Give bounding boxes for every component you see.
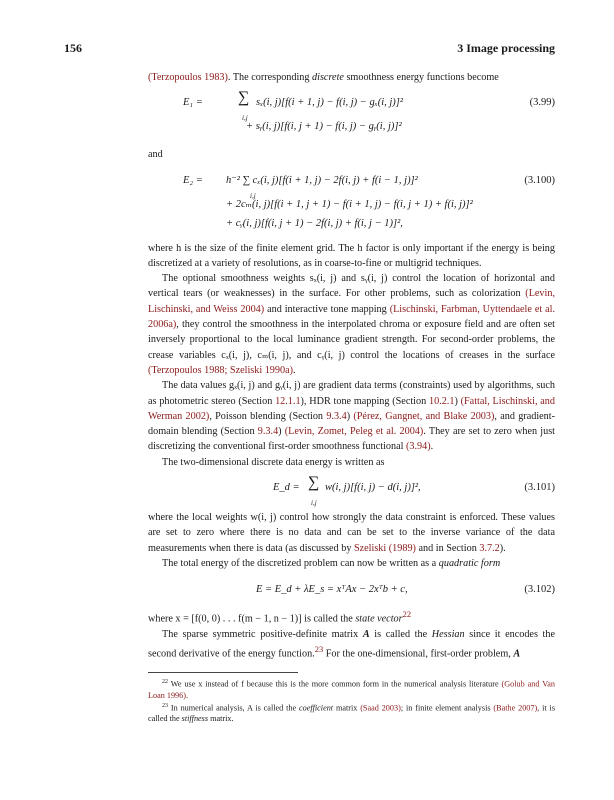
running-header [64,41,555,56]
footnote-divider [148,672,298,673]
paragraph-1: (Terzopoulos 1983). The corresponding discrete smoothness energy functions become [148,72,499,83]
citation-link[interactable]: (Fattal, Lischinski, and Werman 2002) [148,395,555,422]
equation-line-1: sₓ(i, j)[f(i + 1, j) − f(i, j) − gₓ(i, j)]² [256,97,404,109]
equation-3-100 [148,163,555,239]
equation-line-2: + sᵧ(i, j)[f(i, j + 1) − f(i, j) − gᵧ(i, j)]² [246,121,402,133]
equation-number: (3.101) [524,482,555,494]
footnote-link[interactable]: 22 [402,609,412,620]
equation-number: (3.100) [524,174,555,186]
equation-number: (3.102) [524,584,555,596]
equation-3-99 [148,85,555,139]
sum-subscript: i,j [311,499,317,508]
footnote-22: $^{22}$ We use x instead of f because this is the more common form in the numerical analysis literature (Golub and Van Loan 1996). [148,678,555,700]
paragraph-7: The total energy of the discretized problem can now be written as a quadratic form [162,557,501,569]
equation-line-2: + 2cₘ(i, j)[f(i + 1, j + 1) − f(i + 1, j) − f(i, j + 1) + f(i, j)]² [226,198,473,210]
paragraph-3: The optional smoothness weights sₓ(i, j) and sᵧ(i, j) control the location of horizontal and vertical tears (or weaknesses) in the surface. For other problems, such as colorization (Levin, Lischinski, and Weiss 2004) and interactive tone mapping (Lischinski, Farbman, Uyttendaele et al. 2006a), they control the smoothness in the interpolated chroma or exposure field and are often set inversely proportional to the local luminance gradient strength. For second-order problems, the crease variables cₓ(i, j), cₘ(i, j), and cᵧ(i, j) control the locations of creases in the surface (Terzopoulos 1988; Szeliski 1990a). [148,273,556,376]
equation-lhs: E₁ = [183,97,203,109]
section-link[interactable]: 9.3.4 [326,410,347,422]
equation-link[interactable]: (3.94) [406,441,431,453]
paragraph-2: where h is the size of the finite element grid. The h factor is only important if the energy is being discretized at a variety of resolutions, as in coarse-to-fine or multigrid techniques. [148,242,555,269]
citation-link[interactable]: (Levin, Lischinski, and Weiss 2004) [148,288,555,315]
equation-lhs: E₂ = [183,174,203,186]
citation-link[interactable]: (Saad 2003) [360,703,401,713]
footnote-link[interactable]: 23 [314,644,324,655]
equation-line-1: h⁻² ∑ cₓ(i, j)[f(i + 1, j) − 2f(i, j) + f(i − 1, j)]² [226,174,418,186]
citation-link[interactable]: (1989) [388,542,416,554]
citation-link[interactable]: (Terzopoulos 1988; Szeliski 1990a) [148,364,293,376]
page-number: 156 [64,41,82,55]
citation-link[interactable]: (Bathe 2007) [493,703,538,713]
paragraph-8: where x = [f(0, 0) . . . f(m − 1, n − 1)] is called the state vector$^{22}$ [148,609,412,625]
equation-lhs: E_d = [273,482,300,494]
equation-line-3: + cᵧ(i, j)[f(i, j + 1) − 2f(i, j) + f(i, j − 1)]², [226,217,403,229]
sum-symbol: ∑ [308,474,320,492]
paragraph-6: where the local weights w(i, j) control how strongly the data constraint is enforced. These values are set to zero where there is no data and can be set to the inverse variance of the data measurements when there is data (as discussed by Szeliski (1989) and in Section 3.7.2). [148,512,555,554]
body-text [148,70,555,724]
citation-link[interactable]: (Lischinski, Farbman, Uyttendaele et al. 2006a) [148,303,556,331]
section-link[interactable]: 12.1.1 [275,395,301,407]
equation-3-101 [148,470,555,510]
equation-number: (3.99) [529,97,555,109]
citation-link[interactable]: (Golub and Van Loan 1996) [148,679,555,700]
sum-subscript: i,j [250,191,256,200]
chapter-title: 3 Image processing [457,41,555,55]
and-text: and [148,149,163,161]
paragraph-9: The sparse symmetric positive-definite matrix A is called the Hessian since it encodes the second derivative of the energy function.$^{23}$ For the one-dimensional, first-order problem, A [148,628,555,660]
section-link[interactable]: 10.2.1 [428,395,455,407]
equation-3-102 [148,571,555,607]
citation-link[interactable]: (Pérez, Gangnet, and Blake 2003) [353,410,495,422]
section-link[interactable]: 9.3.4 [257,426,279,438]
paragraph-4: The data values gₓ(i, j) and gᵧ(i, j) are gradient data terms (constraints) used by algorithms, such as photometric stereo (Section 12.1.1), HDR tone mapping (Section 10.2.1) (Fattal, Lischinski, and Werman 2002), Poisson blending (Section 9.3.4) (Pérez, Gangnet, and Blake 2003), and gradient-domain blending (Section 9.3.4) (Levin, Zomet, Peleg et al. 2004). They are set to zero when just discretizing the conventional first-order smoothness functional (3.94). [148,380,555,453]
section-link[interactable]: 3.7.2 [479,542,500,554]
footnote-23: $^{23}$ In numerical analysis, A is called the coefficient matrix (Saad 2003); in finite element analysis (Bathe 2007), it is called the stiffness matrix. [148,702,556,724]
citation-link[interactable]: (Terzopoulos 1983) [148,72,228,83]
sum-symbol: ∑ [238,89,250,107]
equation-body: w(i, j)[f(i, j) − d(i, j)]², [325,482,421,494]
equation-body: E = E_d + λE_s = xᵀAx − 2xᵀb + c, [256,584,408,596]
citation-link[interactable]: (Levin, Zomet, Peleg et al. 2004) [284,426,424,438]
sum-subscript: i,j [242,114,248,123]
paragraph-5: The two-dimensional discrete data energy is written as [162,456,385,468]
citation-link[interactable]: Szeliski [353,542,387,554]
